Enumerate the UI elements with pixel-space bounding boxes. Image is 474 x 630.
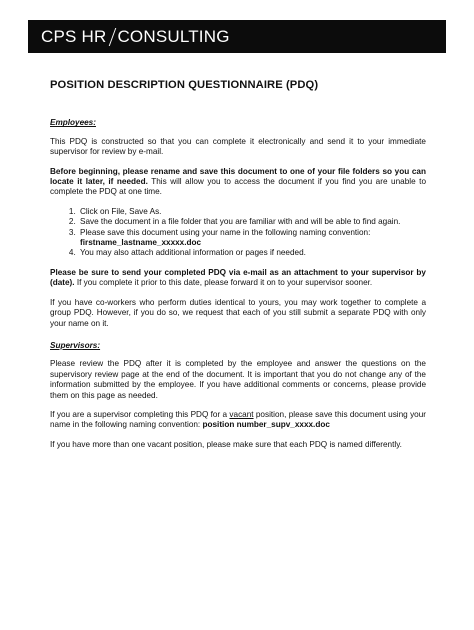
supervisors-heading: Supervisors: <box>50 340 101 350</box>
rename-instruction: Before beginning, please rename and save this document to one of your file folders so you can locate it later, if needed. <box>50 166 426 187</box>
list-item: 1. Click on File, Save As. <box>78 207 426 217</box>
employees-paragraph-1: This PDQ is constructed so that you can complete it electronically and send it to your immediate supervisor for review by e-mail. <box>50 136 426 157</box>
brand-right-text: CONSULTING <box>117 26 230 46</box>
save-steps-list <box>50 207 426 259</box>
send-instruction: Please be sure to send your completed PDQ via e-mail as an attachment to your supervisor by (date). <box>50 267 426 288</box>
employees-paragraph-4: If you have co-workers who perform duties identical to yours, you may work together to complete a group PDQ. However, if you do so, we request that each of you still submit a separate PDQ with only your name on it. <box>50 297 426 328</box>
vacant-term: vacant <box>229 409 254 419</box>
employee-naming-convention: firstname_lastname_xxxxx.doc <box>80 238 202 248</box>
employees-paragraph-3: Please be sure to send your completed PDQ via e-mail as an attachment to your supervisor by (date). If you complete it prior to this date, please forward it on to your supervisor sooner. <box>50 267 426 288</box>
employees-paragraph-2: Before beginning, please rename and save this document to one of your file folders so you can locate it later, if needed. This will allow you to access the document if you find you are unable to complete the PDQ at one time. <box>50 166 426 197</box>
supervisors-paragraph-2: If you are a supervisor completing this PDQ for a vacant position, please save this document using your name in the following naming convention: position number_supv_xxxx.doc <box>50 409 426 430</box>
document-title: POSITION DESCRIPTION QUESTIONNAIRE (PDQ) <box>50 79 319 91</box>
logo-divider <box>109 28 117 46</box>
document-body <box>50 80 426 459</box>
brand-left-text: CPS HR <box>41 26 107 46</box>
list-item: 2. Save the document in a file folder that you are familiar with and will be able to find again. <box>78 217 426 227</box>
supervisors-paragraph-1: Please review the PDQ after it is completed by the employee and answer the questions on the supervisory review page at the end of the document. It is important that you do not change any of the information submitted by the employee. If you have additional comments or concerns, please provide them on this page as needed. <box>50 359 426 400</box>
list-item: 3. Please save this document using your name in the following naming convention: firstname_lastname_xxxxx.doc <box>78 228 426 249</box>
header-banner <box>28 20 446 53</box>
employees-heading: Employees: <box>50 118 96 128</box>
list-item: 4. You may also attach additional information or pages if needed. <box>78 248 426 258</box>
company-logo <box>41 27 230 47</box>
supervisors-paragraph-3: If you have more than one vacant position, please make sure that each PDQ is named differently. <box>50 439 402 449</box>
supervisor-naming-convention: position number_supv_xxxx.doc <box>202 420 330 430</box>
